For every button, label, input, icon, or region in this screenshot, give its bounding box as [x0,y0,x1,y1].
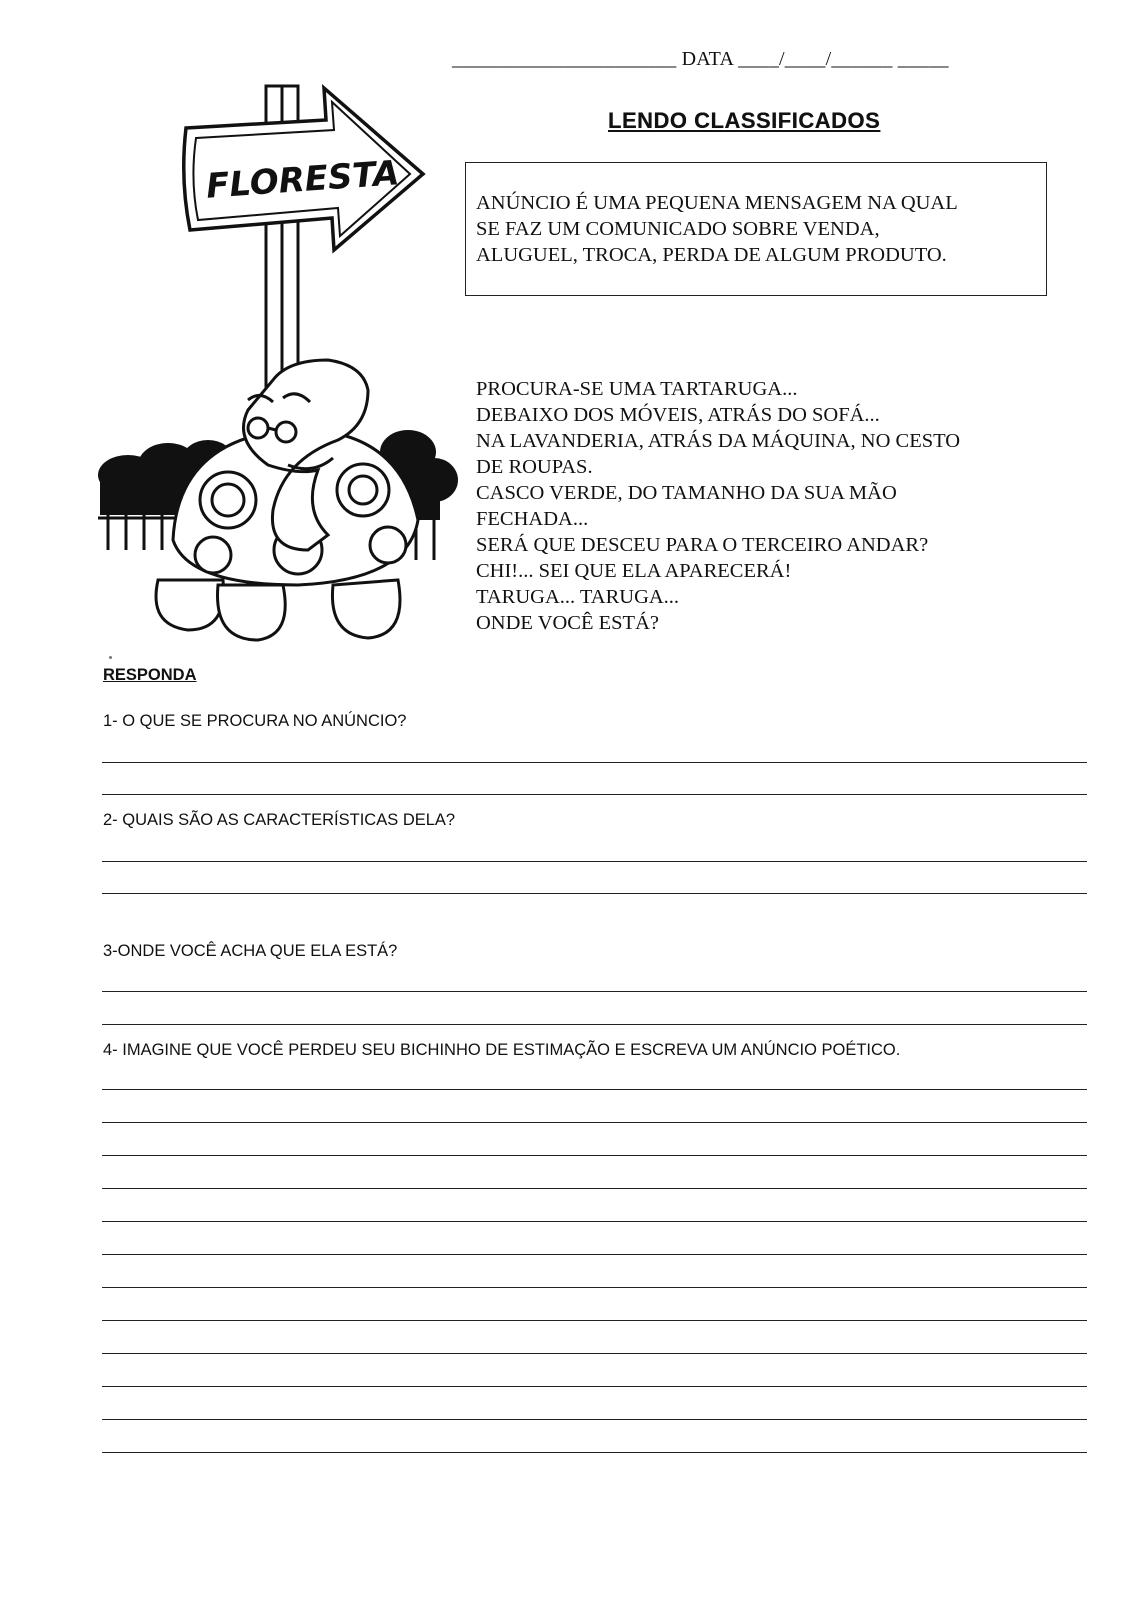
ad-line: NA LAVANDERIA, ATRÁS DA MÁQUINA, NO CESTO [476,430,961,452]
answer-line[interactable] [102,861,1087,862]
sign-text: FLORESTA [204,153,401,207]
page-title: LENDO CLASSIFICADOS [608,108,881,133]
ad-line: CASCO VERDE, DO TAMANHO DA SUA MÃO [476,482,897,504]
answer-line[interactable] [102,1254,1087,1255]
ad-line: ONDE VOCÊ ESTÁ? [476,612,659,634]
answer-line[interactable] [102,893,1087,894]
ad-text [476,376,1076,636]
question-2: 2- QUAIS SÃO AS CARACTERÍSTICAS DELA? [103,811,456,829]
answer-line[interactable] [102,991,1087,992]
respond-heading: RESPONDA [103,666,197,684]
ad-line: TARUGA... TARUGA... [476,586,680,608]
definition-line: ANÚNCIO É UMA PEQUENA MENSAGEM NA QUAL [476,192,958,214]
answer-line[interactable] [102,1419,1087,1420]
answer-line[interactable] [102,1287,1087,1288]
answer-line[interactable] [102,1386,1087,1387]
answer-line[interactable] [102,1188,1087,1189]
answer-line[interactable] [102,1221,1087,1222]
answer-line[interactable] [102,1122,1087,1123]
answer-line[interactable] [102,1089,1087,1090]
date-label[interactable]: DATA ____/____/______ _____ [681,48,949,70]
ad-line: SERÁ QUE DESCEU PARA O TERCEIRO ANDAR? [476,534,929,556]
answer-line[interactable] [102,794,1087,795]
definition-line: ALUGUEL, TROCA, PERDA DE ALGUM PRODUTO. [476,244,947,266]
header-name-date-line [452,48,949,71]
ad-line: FECHADA... [476,508,589,530]
answer-line[interactable] [102,1353,1087,1354]
ad-line: PROCURA-SE UMA TARTARUGA... [476,378,798,400]
question-1: 1- O QUE SE PROCURA NO ANÚNCIO? [103,712,407,730]
definition-line: SE FAZ UM COMUNICADO SOBRE VENDA, [476,218,880,240]
name-blank[interactable]: ______________________ [452,48,677,70]
ad-line: DE ROUPAS. [476,456,593,478]
turtle-sign-illustration [98,80,458,660]
question-4: 4- IMAGINE QUE VOCÊ PERDEU SEU BICHINHO DE ESTIMAÇÃO E ESCREVA UM ANÚNCIO POÉTICO. [103,1041,901,1059]
answer-line[interactable] [102,1024,1087,1025]
ad-line: DEBAIXO DOS MÓVEIS, ATRÁS DO SOFÁ... [476,404,880,426]
definition-text [476,190,1036,268]
answer-line[interactable] [102,762,1087,763]
answer-line[interactable] [102,1155,1087,1156]
answer-line[interactable] [102,1320,1087,1321]
answer-line[interactable] [102,1452,1087,1453]
ad-line: CHI!... SEI QUE ELA APARECERÁ! [476,560,792,582]
scan-speck [109,656,112,659]
question-3: 3-ONDE VOCÊ ACHA QUE ELA ESTÁ? [103,942,398,960]
turtle-legs [156,580,400,640]
